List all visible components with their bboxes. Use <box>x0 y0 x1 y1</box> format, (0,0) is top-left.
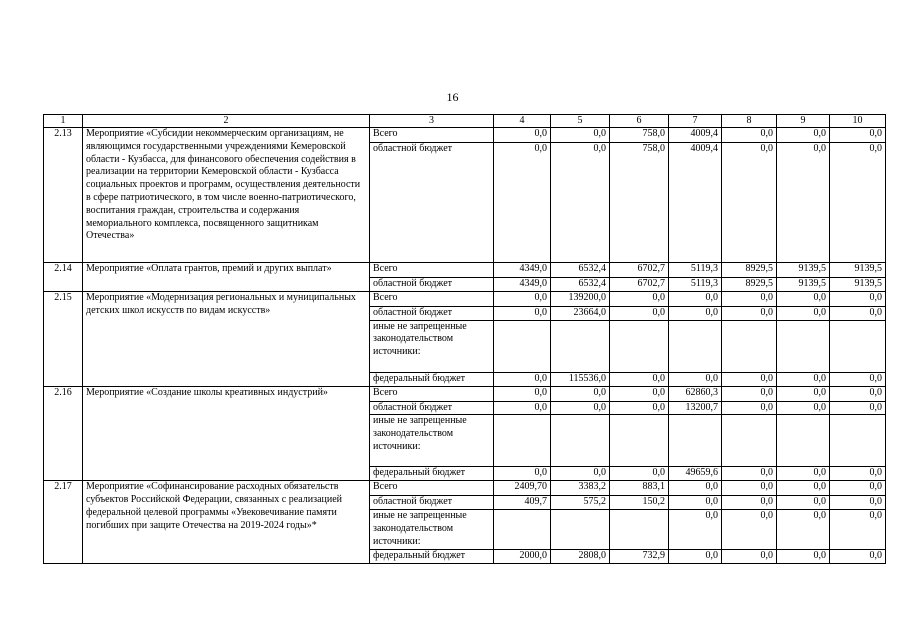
value-cell: 0,0 <box>669 481 722 496</box>
value-cell: 409,7 <box>494 496 551 510</box>
column-header: 4 <box>494 115 551 128</box>
item-title: Мероприятие «Модернизация региональных и муниципальных детских школ искусств по видам искусств» <box>83 291 370 386</box>
table-row <box>44 481 886 496</box>
value-cell: 0,0 <box>777 481 830 496</box>
funding-source: Всего <box>370 128 494 143</box>
value-cell <box>494 510 551 549</box>
column-header: 9 <box>777 115 830 128</box>
item-title: Мероприятие «Создание школы креативных индустрий» <box>83 386 370 481</box>
item-number: 2.15 <box>44 291 83 386</box>
value-cell: 6532,4 <box>551 263 610 278</box>
value-cell: 0,0 <box>610 306 669 320</box>
value-cell: 23664,0 <box>551 306 610 320</box>
value-cell: 5119,3 <box>669 263 722 278</box>
column-header: 2 <box>83 115 370 128</box>
value-cell: 0,0 <box>551 386 610 401</box>
value-cell: 0,0 <box>551 401 610 415</box>
column-header: 3 <box>370 115 494 128</box>
value-cell: 0,0 <box>722 128 777 143</box>
value-cell: 2000,0 <box>494 549 551 563</box>
column-number-row <box>44 115 886 128</box>
funding-source: областной бюджет <box>370 306 494 320</box>
value-cell: 0,0 <box>722 549 777 563</box>
value-cell: 0,0 <box>830 386 886 401</box>
column-header: 6 <box>610 115 669 128</box>
value-cell: 6702,7 <box>610 278 669 292</box>
value-cell: 4349,0 <box>494 263 551 278</box>
value-cell: 9139,5 <box>830 263 886 278</box>
value-cell: 0,0 <box>777 291 830 306</box>
value-cell <box>830 415 886 467</box>
item-number: 2.16 <box>44 386 83 481</box>
value-cell: 0,0 <box>777 143 830 263</box>
value-cell: 0,0 <box>830 372 886 386</box>
value-cell: 732,9 <box>610 549 669 563</box>
value-cell: 758,0 <box>610 143 669 263</box>
value-cell: 0,0 <box>777 306 830 320</box>
column-header: 1 <box>44 115 83 128</box>
value-cell: 5119,3 <box>669 278 722 292</box>
value-cell: 0,0 <box>610 291 669 306</box>
value-cell: 0,0 <box>610 386 669 401</box>
value-cell: 8929,5 <box>722 263 777 278</box>
value-cell: 6532,4 <box>551 278 610 292</box>
item-title: Мероприятие «Оплата грантов, премий и других выплат» <box>83 263 370 292</box>
value-cell: 0,0 <box>777 549 830 563</box>
table-row <box>44 128 886 143</box>
value-cell <box>551 510 610 549</box>
value-cell <box>610 320 669 372</box>
item-title: Мероприятие «Субсидии некоммерческим организациям, не являющимся государственными учреждениями Кемеровской области - Кузбасса, для финансового обеспечения содействия в реализации на территории Кемеровской области - Кузбасса социальных проектов и программ, осуществления деятельности в сфере патриотического, в том числе военно-патриотического, воспитания граждан, строительства и содержания мемориального комплекса, посвященного защитникам Отечества» <box>83 128 370 263</box>
value-cell: 0,0 <box>830 481 886 496</box>
table-row <box>44 386 886 401</box>
item-number: 2.14 <box>44 263 83 292</box>
column-header: 5 <box>551 115 610 128</box>
value-cell: 0,0 <box>494 143 551 263</box>
column-header: 7 <box>669 115 722 128</box>
value-cell: 0,0 <box>494 467 551 481</box>
value-cell: 0,0 <box>830 128 886 143</box>
value-cell: 0,0 <box>551 128 610 143</box>
value-cell: 4349,0 <box>494 278 551 292</box>
value-cell: 0,0 <box>830 510 886 549</box>
value-cell: 0,0 <box>610 401 669 415</box>
value-cell <box>722 415 777 467</box>
page-number: 16 <box>446 90 459 104</box>
value-cell: 9139,5 <box>830 278 886 292</box>
value-cell <box>777 415 830 467</box>
value-cell: 758,0 <box>610 128 669 143</box>
funding-source: федеральный бюджет <box>370 467 494 481</box>
value-cell: 6702,7 <box>610 263 669 278</box>
value-cell: 0,0 <box>722 306 777 320</box>
value-cell: 0,0 <box>669 306 722 320</box>
value-cell: 0,0 <box>777 128 830 143</box>
funding-source: Всего <box>370 291 494 306</box>
funding-source: Всего <box>370 481 494 496</box>
funding-source: иные не запрещенные законодательством источники: <box>370 415 494 467</box>
funding-source: областной бюджет <box>370 496 494 510</box>
value-cell <box>551 415 610 467</box>
value-cell: 0,0 <box>494 306 551 320</box>
value-cell: 0,0 <box>610 467 669 481</box>
value-cell: 3383,2 <box>551 481 610 496</box>
value-cell: 0,0 <box>722 386 777 401</box>
value-cell: 0,0 <box>494 128 551 143</box>
funding-source: областной бюджет <box>370 278 494 292</box>
value-cell: 0,0 <box>722 372 777 386</box>
value-cell <box>777 320 830 372</box>
funding-source: областной бюджет <box>370 401 494 415</box>
value-cell: 0,0 <box>722 510 777 549</box>
value-cell: 0,0 <box>494 386 551 401</box>
value-cell <box>494 320 551 372</box>
value-cell <box>669 415 722 467</box>
value-cell: 0,0 <box>777 467 830 481</box>
value-cell: 9139,5 <box>777 278 830 292</box>
value-cell <box>610 415 669 467</box>
table-row <box>44 263 886 278</box>
value-cell: 2808,0 <box>551 549 610 563</box>
table-row <box>44 291 886 306</box>
item-number: 2.13 <box>44 128 83 263</box>
value-cell: 0,0 <box>722 143 777 263</box>
value-cell: 0,0 <box>669 291 722 306</box>
item-title: Мероприятие «Софинансирование расходных обязательств субъектов Российской Федерации, связанных с реализацией федеральной целевой программы «Увековечивание памяти погибших при защите Отечества на 2019-2024 годы»* <box>83 481 370 563</box>
funding-source: иные не запрещенные законодательством источники: <box>370 510 494 549</box>
value-cell: 0,0 <box>494 401 551 415</box>
value-cell: 115536,0 <box>551 372 610 386</box>
value-cell: 0,0 <box>777 496 830 510</box>
value-cell <box>669 320 722 372</box>
value-cell: 0,0 <box>494 291 551 306</box>
column-header: 8 <box>722 115 777 128</box>
value-cell: 0,0 <box>830 467 886 481</box>
value-cell: 575,2 <box>551 496 610 510</box>
item-number: 2.17 <box>44 481 83 563</box>
value-cell <box>610 510 669 549</box>
value-cell: 0,0 <box>722 401 777 415</box>
value-cell: 0,0 <box>830 306 886 320</box>
value-cell: 0,0 <box>777 386 830 401</box>
value-cell <box>722 320 777 372</box>
value-cell: 9139,5 <box>777 263 830 278</box>
value-cell: 0,0 <box>669 549 722 563</box>
value-cell: 0,0 <box>494 372 551 386</box>
funding-source: Всего <box>370 386 494 401</box>
funding-source: Всего <box>370 263 494 278</box>
column-header: 10 <box>830 115 886 128</box>
value-cell: 8929,5 <box>722 278 777 292</box>
value-cell: 0,0 <box>722 481 777 496</box>
value-cell: 139200,0 <box>551 291 610 306</box>
funding-source: иные не запрещенные законодательством источники: <box>370 320 494 372</box>
value-cell: 0,0 <box>669 496 722 510</box>
value-cell: 0,0 <box>669 510 722 549</box>
value-cell: 0,0 <box>830 401 886 415</box>
value-cell: 4009,4 <box>669 128 722 143</box>
value-cell: 0,0 <box>830 549 886 563</box>
value-cell: 62860,3 <box>669 386 722 401</box>
value-cell: 0,0 <box>777 401 830 415</box>
funding-source: федеральный бюджет <box>370 372 494 386</box>
value-cell <box>830 320 886 372</box>
value-cell <box>494 415 551 467</box>
value-cell: 0,0 <box>830 143 886 263</box>
value-cell: 0,0 <box>551 143 610 263</box>
value-cell: 883,1 <box>610 481 669 496</box>
value-cell: 150,2 <box>610 496 669 510</box>
value-cell: 0,0 <box>610 372 669 386</box>
value-cell: 0,0 <box>777 510 830 549</box>
value-cell: 0,0 <box>722 291 777 306</box>
value-cell: 4009,4 <box>669 143 722 263</box>
funding-source: федеральный бюджет <box>370 549 494 563</box>
value-cell: 0,0 <box>830 496 886 510</box>
value-cell: 0,0 <box>722 496 777 510</box>
value-cell: 0,0 <box>777 372 830 386</box>
value-cell: 2409,70 <box>494 481 551 496</box>
funding-source: областной бюджет <box>370 143 494 263</box>
value-cell: 49659,6 <box>669 467 722 481</box>
value-cell: 13200,7 <box>669 401 722 415</box>
value-cell: 0,0 <box>551 467 610 481</box>
value-cell <box>551 320 610 372</box>
value-cell: 0,0 <box>669 372 722 386</box>
budget-table <box>43 114 886 564</box>
value-cell: 0,0 <box>722 467 777 481</box>
value-cell: 0,0 <box>830 291 886 306</box>
